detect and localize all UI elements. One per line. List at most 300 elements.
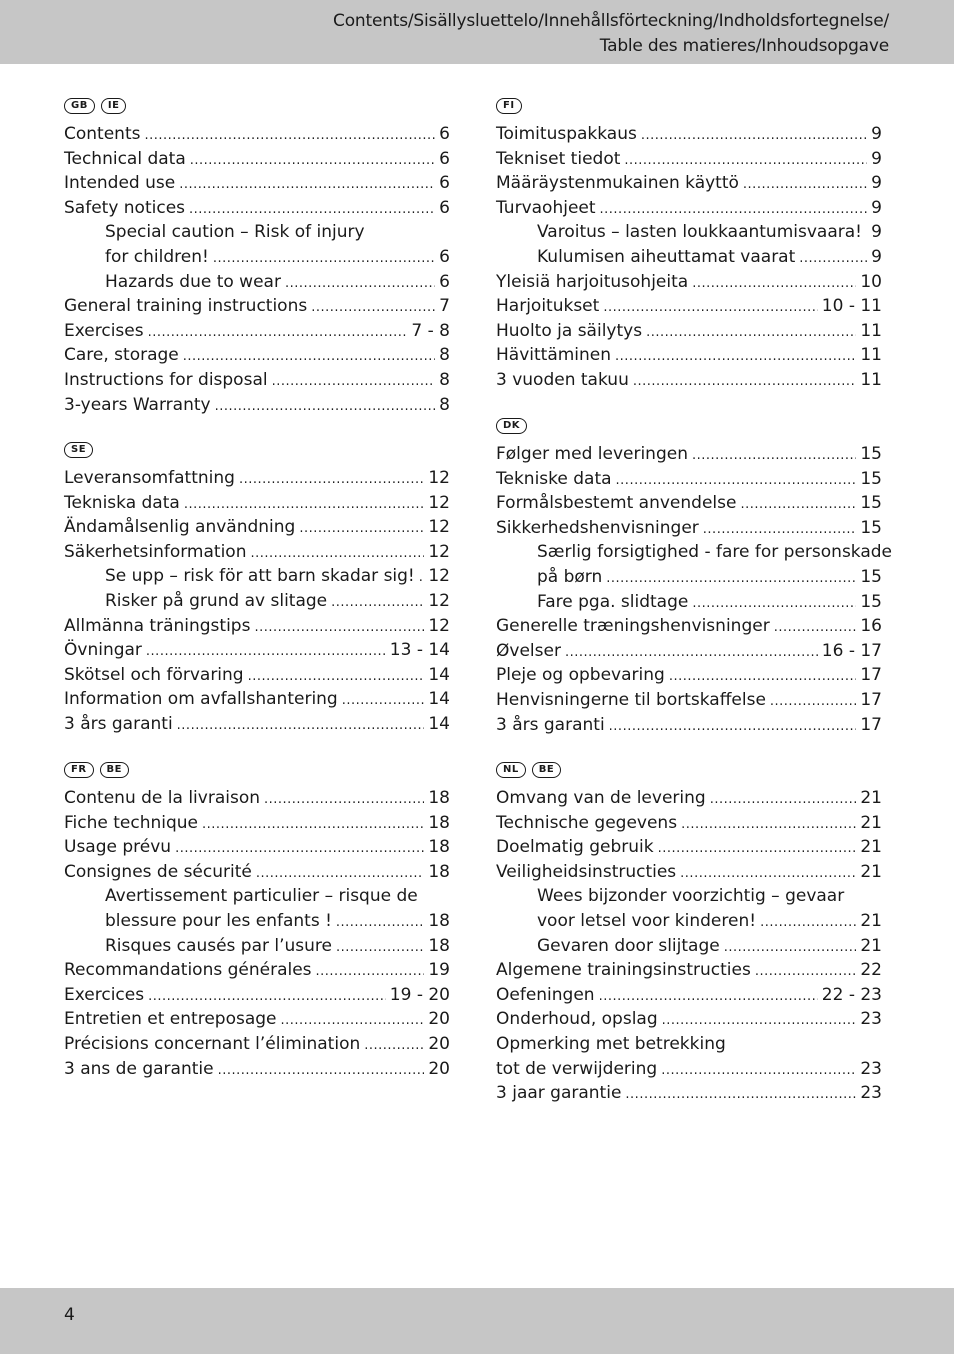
toc-entry-page: 9 — [871, 148, 882, 169]
toc-entry[interactable] — [496, 1081, 882, 1106]
toc-entry-page: 23 — [860, 1009, 882, 1030]
toc-entry-page: 12 — [428, 615, 450, 636]
dot-leader — [148, 321, 408, 346]
dot-leader — [190, 149, 435, 174]
toc-entry-page: 23 — [860, 1058, 882, 1079]
toc-entry[interactable] — [496, 688, 882, 713]
toc-entry-label: Doelmatig gebruik — [496, 837, 654, 858]
dot-leader — [239, 468, 424, 493]
toc-entry[interactable] — [64, 712, 450, 737]
toc-entry[interactable] — [496, 835, 882, 860]
toc-entry-label: Övningar — [64, 640, 142, 661]
dot-leader — [799, 247, 867, 272]
toc-section-nl-be — [496, 758, 882, 1106]
toc-entry-label: Contents — [64, 124, 141, 144]
language-badges — [496, 94, 882, 118]
toc-entry-label: voor letsel voor kinderen! — [537, 910, 757, 931]
toc-entry[interactable] — [64, 171, 450, 196]
toc-entry-label: Øvelser — [496, 640, 561, 661]
dot-leader — [299, 517, 424, 542]
toc-entry[interactable] — [496, 540, 893, 565]
dot-leader — [316, 960, 425, 985]
toc-entry[interactable] — [64, 1057, 450, 1082]
toc-entry-page: 12 — [428, 590, 450, 611]
page-title — [333, 9, 889, 59]
toc-entry-label: Fiche technique — [64, 812, 199, 833]
toc-entry-label: Formålsbestemt anvendelse — [496, 493, 737, 514]
page-title-line-1: Contents/Sisällysluettelo/Innehållsförteckning/Indholdsfortegnelse/ — [333, 11, 889, 31]
toc-entry[interactable] — [496, 467, 882, 492]
dot-leader — [183, 345, 435, 370]
dot-leader — [692, 444, 856, 469]
toc-entry-page: 18 — [428, 861, 450, 882]
dot-leader — [616, 469, 857, 494]
toc-entry-page: 9 — [871, 124, 882, 144]
toc-entry-page: 9 — [871, 197, 882, 218]
toc-entry-page: 12 — [428, 541, 450, 562]
toc-entry-page: 10 — [860, 271, 882, 292]
dot-leader — [565, 641, 818, 666]
toc-entry-page: 18 — [428, 910, 450, 931]
dot-leader — [184, 493, 425, 518]
toc-entry-label: Yleisiä harjoitusohjeita — [496, 271, 689, 292]
toc-entry-label: Allmänna träningstips — [64, 615, 251, 636]
toc-entry-label: General training instructions — [64, 296, 308, 317]
toc-section-se — [64, 438, 450, 737]
footer-bar — [0, 1288, 954, 1354]
toc-entry-label: Tekniset tiedot — [496, 148, 621, 169]
toc-entry[interactable] — [496, 171, 882, 196]
dot-leader — [364, 1034, 424, 1059]
toc-entry[interactable] — [64, 786, 450, 811]
toc-entry-label: Tekniska data — [64, 492, 180, 513]
dot-leader — [256, 862, 425, 887]
toc-entry-label: Avertissement particulier – risque de — [105, 886, 418, 907]
toc-entry[interactable] — [64, 393, 450, 418]
toc-entry-page: 21 — [860, 837, 882, 858]
dot-leader — [285, 272, 435, 297]
toc-entry-label: Exercices — [64, 984, 145, 1005]
dot-leader — [770, 690, 856, 715]
toc-entry-page: 7 - 8 — [411, 320, 450, 341]
toc-entry-page: 8 — [439, 369, 450, 390]
toc-entry[interactable] — [64, 319, 450, 344]
country-badge: NL — [496, 762, 526, 778]
toc-entry-label: Gevaren door slijtage — [537, 935, 720, 956]
toc-entry-page: 14 — [428, 689, 450, 710]
toc-entry-label: Huolto ja säilytys — [496, 320, 643, 341]
toc-entry[interactable] — [496, 294, 882, 319]
dot-leader — [724, 936, 857, 961]
dot-leader — [311, 296, 435, 321]
country-badge: FR — [64, 762, 94, 778]
dot-leader — [692, 272, 856, 297]
language-badges — [64, 758, 450, 782]
toc-section-fi — [496, 94, 882, 393]
page-title-line-2: Table des matieres/Inhoudsopgave — [599, 36, 889, 56]
dot-leader — [669, 665, 857, 690]
toc-entry[interactable] — [64, 147, 450, 172]
toc-entry[interactable] — [64, 466, 450, 491]
dot-leader — [743, 173, 867, 198]
toc-section-fr-be — [64, 758, 450, 1081]
toc-entry-page: 6 — [439, 148, 450, 169]
toc-entry-page: 15 — [860, 493, 882, 514]
dot-leader — [336, 936, 424, 961]
dot-leader — [215, 395, 436, 420]
dot-leader — [179, 173, 435, 198]
toc-entry-page: 23 — [860, 1083, 882, 1104]
toc-entry-label: Fare pga. slidtage — [537, 591, 689, 612]
toc-entry-label: tot de verwijdering — [496, 1058, 658, 1079]
toc-entry[interactable] — [64, 1007, 450, 1032]
toc-entry-page: 17 — [860, 714, 882, 735]
toc-entry-label: Se upp – risk för att barn skadar sig! — [105, 566, 415, 587]
toc-entry-label: Skötsel och förvaring — [64, 664, 244, 685]
toc-entry-label: 3 års garanti — [496, 714, 605, 735]
toc-entry-label: Omvang van de levering — [496, 788, 706, 808]
toc-entry-page: 11 — [860, 345, 882, 366]
dot-leader — [662, 1009, 857, 1034]
toc-entry-label: Safety notices — [64, 197, 186, 218]
dot-leader — [603, 296, 817, 321]
toc-entry-label: Leveransomfattning — [64, 468, 235, 488]
dot-leader — [646, 321, 856, 346]
dot-leader — [615, 345, 856, 370]
dot-leader — [599, 985, 818, 1010]
toc-entry[interactable] — [64, 663, 450, 688]
toc-entry[interactable] — [496, 1032, 882, 1057]
toc-entry[interactable] — [64, 294, 450, 319]
toc-entry[interactable] — [496, 590, 882, 615]
dot-leader — [661, 1059, 856, 1084]
toc-entry-label: Generelle træningshenvisninger — [496, 616, 770, 637]
toc-entry-label: Algemene trainingsinstructies — [496, 960, 751, 981]
right-column — [496, 94, 893, 1124]
toc-entry[interactable] — [64, 614, 450, 639]
language-badges — [496, 414, 882, 438]
toc-entry-page: 9 — [871, 246, 882, 267]
toc-entry-page: 13 - 14 — [389, 640, 450, 661]
toc-entry-label: Entretien et entreposage — [64, 1009, 277, 1030]
dot-leader — [624, 149, 867, 174]
toc-entry-label: for children! — [105, 246, 209, 267]
dot-leader — [336, 911, 424, 936]
toc-entry[interactable] — [64, 196, 450, 221]
toc-entry[interactable] — [64, 122, 450, 147]
dot-leader — [609, 715, 857, 740]
toc-entry-label: Wees bijzonder voorzichtig – gevaar — [537, 886, 845, 907]
country-badge: GB — [64, 98, 95, 114]
toc-entry-label: Instructions for disposal — [64, 369, 268, 390]
toc-entry-label: Technische gegevens — [496, 812, 678, 833]
country-badge: BE — [100, 762, 129, 778]
toc-entry[interactable] — [496, 1007, 882, 1032]
toc-entry-label: Turvaohjeet — [496, 197, 596, 218]
toc-entry[interactable] — [64, 638, 450, 663]
toc-entry-label: Følger med leveringen — [496, 444, 688, 464]
toc-entry-page: 8 — [439, 345, 450, 366]
toc-entry-label: Hävittäminen — [496, 345, 612, 366]
dot-leader — [692, 592, 856, 617]
toc-entry-page: 15 — [860, 517, 882, 538]
toc-entry-page: 18 — [428, 788, 450, 808]
toc-entry-label: Recommandations générales — [64, 960, 312, 981]
toc-entry[interactable] — [496, 565, 882, 590]
dot-leader — [264, 788, 424, 813]
toc-entry[interactable] — [496, 909, 882, 934]
toc-entry-page: 20 — [428, 1033, 450, 1054]
toc-entry-page: 21 — [860, 788, 882, 808]
toc-entry-page: 18 — [428, 812, 450, 833]
toc-entry-page: 17 — [860, 665, 882, 686]
toc-entry-page: 21 — [860, 935, 882, 956]
toc-entry-label: Exercises — [64, 320, 144, 341]
toc-section-gb-ie — [64, 94, 450, 417]
toc-entry-label: Onderhoud, opslag — [496, 1009, 658, 1030]
toc-entry[interactable] — [496, 516, 882, 541]
toc-entry-page: 6 — [439, 173, 450, 194]
toc-entry-label: Usage prévu — [64, 837, 172, 858]
dot-leader — [213, 247, 435, 272]
language-badges — [64, 438, 450, 462]
toc-entry-label: Special caution – Risk of injury — [105, 222, 365, 243]
toc-entry[interactable] — [496, 319, 882, 344]
dot-leader — [681, 813, 856, 838]
left-column — [64, 94, 450, 1094]
language-badges — [64, 94, 450, 118]
toc-entry[interactable] — [64, 958, 450, 983]
toc-entry-label: Intended use — [64, 173, 176, 194]
toc-entry[interactable] — [496, 811, 882, 836]
toc-entry-label: Contenu de la livraison — [64, 788, 260, 808]
dot-leader — [680, 862, 856, 887]
dot-leader — [148, 985, 386, 1010]
toc-entry-page: 19 - 20 — [389, 984, 450, 1005]
toc-entry-label: Sikkerhedshenvisninger — [496, 517, 699, 538]
dot-leader — [254, 616, 424, 641]
dot-leader — [760, 911, 856, 936]
toc-entry-page: 15 — [860, 444, 882, 464]
toc-entry-page: 17 — [860, 689, 882, 710]
toc-entry[interactable] — [496, 442, 882, 467]
toc-entry-page: 18 — [428, 837, 450, 858]
toc-entry-label: på børn — [537, 566, 603, 587]
toc-entry-page: 14 — [428, 713, 450, 734]
toc-entry-label: Tekniske data — [496, 468, 612, 489]
dot-leader — [218, 1059, 425, 1084]
dot-leader — [755, 960, 857, 985]
toc-entry-page: 6 — [439, 197, 450, 218]
dot-leader — [250, 542, 424, 567]
toc-entry[interactable] — [496, 860, 882, 885]
toc-entry[interactable] — [496, 786, 882, 811]
toc-entry-page: 21 — [860, 910, 882, 931]
toc-entry[interactable] — [496, 983, 882, 1008]
dot-leader — [625, 1083, 856, 1108]
toc-entry[interactable] — [64, 983, 450, 1008]
country-badge: IE — [101, 98, 127, 114]
toc-entry-page: 19 — [428, 960, 450, 981]
toc-entry-page: 21 — [860, 861, 882, 882]
toc-entry[interactable] — [496, 343, 882, 368]
toc-entry-page: 22 - 23 — [821, 984, 882, 1005]
toc-entry[interactable] — [64, 884, 450, 909]
toc-entry-label: Määräystenmukainen käyttö — [496, 173, 739, 194]
dot-leader — [281, 1009, 425, 1034]
country-badge: SE — [64, 442, 93, 458]
dot-leader — [146, 640, 386, 665]
toc-entry[interactable] — [64, 811, 450, 836]
toc-entry-page: 14 — [428, 664, 450, 685]
toc-entry-label: Care, storage — [64, 345, 179, 366]
toc-entry-label: Risker på grund av slitage — [105, 590, 328, 611]
toc-entry-label: Særlig forsigtighed - fare for personskade — [537, 542, 893, 563]
toc-entry-page: 8 — [439, 394, 450, 415]
toc-entry[interactable] — [496, 884, 882, 909]
toc-entry-label: Hazards due to wear — [105, 271, 281, 292]
toc-entry[interactable] — [64, 687, 450, 712]
toc-entry[interactable] — [496, 147, 882, 172]
toc-entry-page: 15 — [860, 566, 882, 587]
dot-leader — [272, 370, 436, 395]
toc-entry[interactable] — [64, 491, 450, 516]
toc-entry[interactable] — [64, 934, 450, 959]
toc-entry-page: 9 — [871, 222, 882, 243]
toc-entry-label: Information om avfallshantering — [64, 689, 338, 710]
toc-entry-page: 12 — [428, 566, 450, 587]
toc-entry-page: 7 — [439, 296, 450, 317]
toc-entry[interactable] — [496, 614, 882, 639]
toc-entry-label: 3 vuoden takuu — [496, 369, 629, 390]
toc-entry[interactable] — [64, 270, 450, 295]
dot-leader — [342, 689, 425, 714]
toc-entry-label: blessure pour les enfants ! — [105, 910, 332, 931]
toc-entry[interactable] — [64, 515, 450, 540]
dot-leader — [202, 813, 424, 838]
toc-entry[interactable] — [496, 491, 882, 516]
toc-entry-page: 12 — [428, 517, 450, 538]
toc-entry[interactable] — [496, 245, 882, 270]
dot-leader — [658, 837, 857, 862]
toc-entry-label: 3 års garanti — [64, 713, 173, 734]
toc-entry[interactable] — [64, 564, 450, 589]
dot-leader — [606, 567, 856, 592]
country-badge: BE — [532, 762, 561, 778]
dot-leader — [774, 616, 857, 641]
toc-entry[interactable] — [496, 639, 882, 664]
toc-entry-page: 12 — [428, 492, 450, 513]
toc-entry-label: Harjoitukset — [496, 296, 600, 317]
toc-entry[interactable] — [496, 196, 882, 221]
toc-entry-page: 15 — [860, 468, 882, 489]
page-number: 4 — [64, 1305, 75, 1325]
toc-entry-page: 6 — [439, 271, 450, 292]
toc-entry[interactable] — [64, 368, 450, 393]
toc-entry-label: Kulumisen aiheuttamat vaarat — [537, 246, 796, 267]
dot-leader — [175, 837, 424, 862]
toc-entry-label: Veiligheidsinstructies — [496, 861, 677, 882]
toc-entry[interactable] — [496, 220, 882, 245]
toc-entry-page: 20 — [428, 1058, 450, 1079]
toc-entry-page: 16 — [860, 616, 882, 637]
dot-leader — [641, 124, 867, 149]
toc-entry[interactable] — [64, 589, 450, 614]
toc-entry[interactable] — [64, 1032, 450, 1057]
toc-entry-page: 9 — [871, 173, 882, 194]
toc-entry[interactable] — [64, 245, 450, 270]
toc-entry-page: 22 — [860, 960, 882, 981]
toc-entry[interactable] — [64, 909, 450, 934]
toc-entry-label: Risques causés par l’usure — [105, 935, 333, 956]
toc-entry-page: 15 — [860, 591, 882, 612]
toc-entry[interactable] — [496, 122, 882, 147]
toc-entry[interactable] — [496, 1057, 882, 1082]
toc-entry[interactable] — [496, 663, 882, 688]
language-badges — [496, 758, 882, 782]
toc-entry[interactable] — [64, 220, 450, 245]
toc-entry-label: Technical data — [64, 148, 186, 169]
toc-entry-page: 21 — [860, 812, 882, 833]
toc-entry-label: Ändamålsenlig användning — [64, 517, 296, 538]
dot-leader — [177, 714, 425, 739]
country-badge: DK — [496, 418, 527, 434]
toc-entry[interactable] — [64, 343, 450, 368]
toc-entry-page: 6 — [439, 124, 450, 144]
toc-section-dk — [496, 414, 893, 737]
toc-entry-page: 16 - 17 — [821, 640, 882, 661]
toc-entry-label: Consignes de sécurité — [64, 861, 252, 882]
toc-entry-label: Oefeningen — [496, 984, 595, 1005]
toc-entry-page: 11 — [860, 320, 882, 341]
toc-entry-label: Säkerhetsinformation — [64, 541, 247, 562]
dot-leader — [331, 591, 424, 616]
dot-leader — [740, 493, 856, 518]
toc-entry-label: Opmerking met betrekking — [496, 1033, 726, 1054]
toc-entry[interactable] — [496, 958, 882, 983]
toc-entry-page: 10 - 11 — [821, 296, 882, 317]
toc-entry-label: 3 jaar garantie — [496, 1083, 622, 1104]
toc-entry-label: Varoitus – lasten loukkaantumisvaara! — [537, 222, 862, 243]
toc-entry-label: Toimituspakkaus — [496, 124, 637, 144]
toc-entry[interactable] — [64, 835, 450, 860]
toc-entry-label: 3 ans de garantie — [64, 1058, 214, 1079]
toc-entry-label: Pleje og opbevaring — [496, 665, 665, 686]
dot-leader — [710, 788, 857, 813]
toc-entry-page: 6 — [439, 246, 450, 267]
toc-entry-label: Henvisningerne til bortskaffelse — [496, 689, 766, 710]
toc-entry-page: 11 — [860, 369, 882, 390]
toc-entry-label: Précisions concernant l’élimination — [64, 1033, 361, 1054]
dot-leader — [703, 518, 857, 543]
toc-entry-page: 18 — [428, 935, 450, 956]
dot-leader — [189, 198, 435, 223]
toc-entry[interactable] — [496, 368, 882, 393]
toc-entry[interactable] — [496, 270, 882, 295]
dot-leader — [144, 124, 435, 149]
country-badge: FI — [496, 98, 522, 114]
toc-entry[interactable] — [496, 934, 882, 959]
dot-leader — [633, 370, 857, 395]
toc-entry[interactable] — [496, 713, 882, 738]
toc-entry-page: 20 — [428, 1009, 450, 1030]
toc-entry-page: 12 — [428, 468, 450, 488]
toc-entry-label: 3-years Warranty — [64, 394, 211, 415]
dot-leader — [600, 198, 868, 223]
dot-leader — [248, 665, 425, 690]
toc-entry[interactable] — [64, 860, 450, 885]
toc-entry[interactable] — [64, 540, 450, 565]
